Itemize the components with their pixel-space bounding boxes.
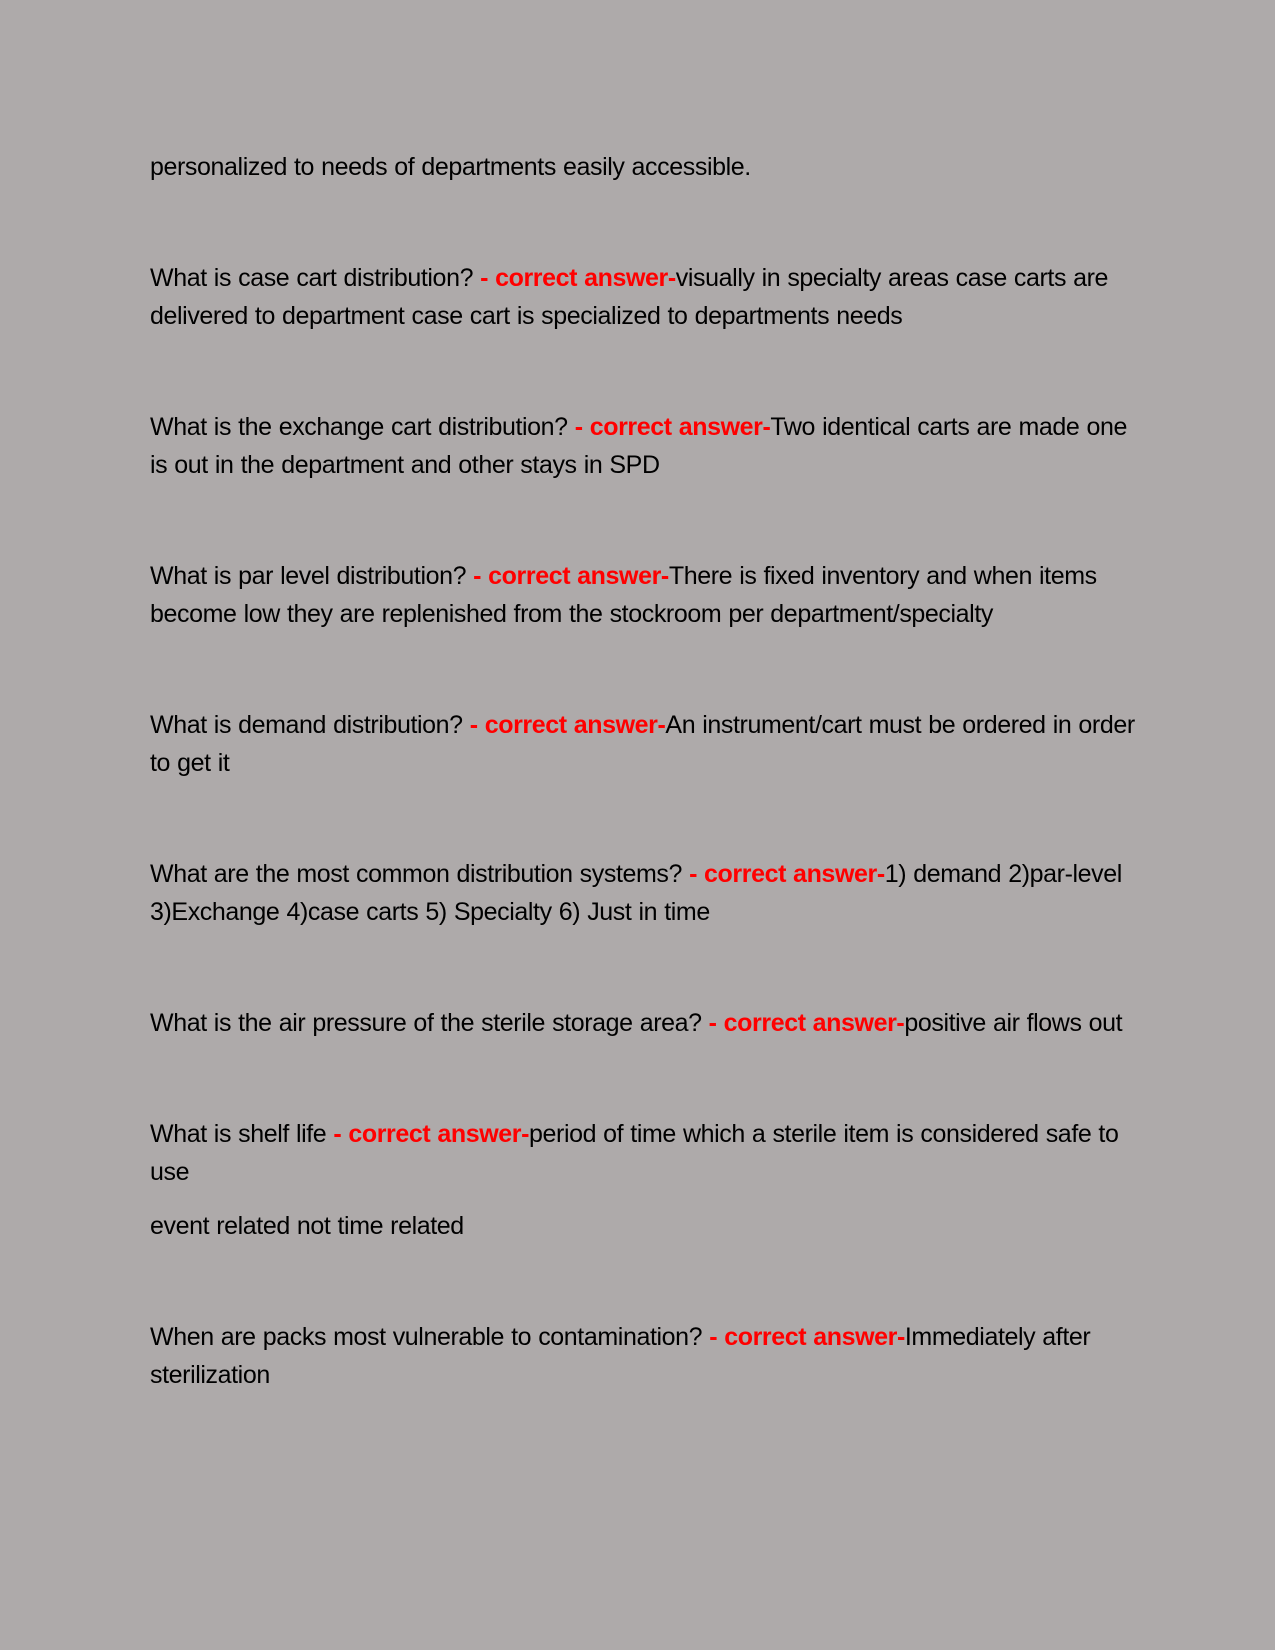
question-text: What is shelf life xyxy=(150,1120,327,1148)
question-text: What is par level distribution? xyxy=(150,562,467,590)
question-text: What are the most common distribution systems? xyxy=(150,860,683,888)
intro-paragraph: personalized to needs of departments easily accessible. xyxy=(150,153,751,181)
shelf-life-extra-note: event related not time related xyxy=(150,1212,464,1240)
correct-answer-marker: - correct answer- xyxy=(567,413,771,441)
qa-item-shelf-life xyxy=(150,1115,1140,1191)
qa-item-par-level xyxy=(150,557,1140,633)
question-text: What is the air pressure of the sterile storage area? xyxy=(150,1009,702,1037)
answer-text: positive air flows out xyxy=(904,1009,1123,1037)
answer-text: period of time which a sterile item is considered safe to use xyxy=(150,1120,1119,1186)
question-text: What is case cart distribution? xyxy=(150,264,474,292)
correct-answer-marker: - correct answer- xyxy=(466,562,669,590)
correct-answer-marker: - correct answer- xyxy=(473,264,676,292)
correct-answer-marker: - correct answer- xyxy=(682,860,885,888)
answer-text: 1) demand 2)par-level 3)Exchange 4)case carts 5) Specialty 6) Just in time xyxy=(150,860,1122,926)
correct-answer-marker: - correct answer- xyxy=(702,1323,905,1351)
qa-item-common-systems xyxy=(150,855,1140,931)
answer-text: Immediately after sterilization xyxy=(150,1323,1091,1389)
answer-text: There is fixed inventory and when items become low they are replenished from the stockroom per department/specialty xyxy=(150,562,1097,628)
answer-text: Two identical carts are made one is out in the department and other stays in SPD xyxy=(150,413,1127,479)
answer-text: An instrument/cart must be ordered in order to get it xyxy=(150,711,1135,777)
qa-item-exchange-cart xyxy=(150,408,1140,484)
question-text: When are packs most vulnerable to contamination? xyxy=(150,1323,703,1351)
question-text: What is demand distribution? xyxy=(150,711,463,739)
qa-item-vulnerable-packs xyxy=(150,1318,1140,1394)
qa-item-demand xyxy=(150,706,1140,782)
answer-text: visually in specialty areas case carts are delivered to department case cart is specialized to departments needs xyxy=(150,264,1109,330)
correct-answer-marker: - correct answer- xyxy=(701,1009,905,1037)
qa-item-air-pressure xyxy=(150,1004,1140,1042)
qa-item-case-cart xyxy=(150,259,1140,335)
document-page xyxy=(150,150,1140,1467)
question-text: What is the exchange cart distribution? xyxy=(150,413,568,441)
correct-answer-marker: - correct answer- xyxy=(462,711,666,739)
correct-answer-marker: - correct answer- xyxy=(326,1120,530,1148)
